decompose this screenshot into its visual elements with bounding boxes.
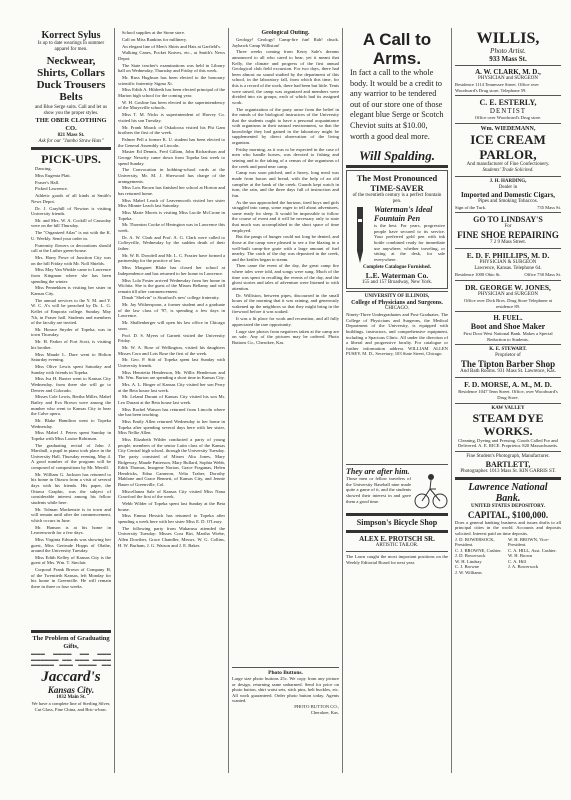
paragraph: Palmer Pell a former K. U. student has been elected to the General Assembly at Lincoln. [118,136,225,148]
paragraph: The following party from Wakarusa attended the University Tuesday: Misses Cora Birt, Martha Wiebe, Allen Dowther, Grace Chandler, Messrs. W. G. Collins, H. W. Burham, J. G. Watson and J. E. Baker. [118,525,225,548]
fuel-big: Boot and Shoe Maker [470,322,546,332]
paragraph: Fraser's Hall. [35,179,60,185]
harding-address: 735 Mass St. [537,204,561,210]
paragraph: W. H. Gosline has been elected to the superintendency of the Marysville schools. [118,99,225,111]
paragraph: Fraternity flowers or decorations should call at the Luther green-house. [31,242,111,254]
paragraph: Picked Lawrence. [35,186,68,192]
willis-title: WILLIS, [476,30,540,47]
paragraph: But the pangs of hunger could not long be denied, and those at the camp were pleased to see a fire blazing in a well-built camp-fire grate with a large amount of fuel nearby. The catch of the day was deposited in the creek, and the kettles began to steam. [232,234,339,262]
geological-outing-text [232,37,339,665]
timesaver-sub: of the twentieth century is a perfect fountain pen. [352,193,442,205]
divider [455,212,561,213]
stewart-title: K. E. STEWART. [489,347,527,353]
national-sub: UNITED STATES DEPOSITORY. [471,503,545,509]
paragraph: Mr. Russ Hughson has been elected to the honorary scientific fraternity Sigma Xi. [118,75,225,86]
paragraph: Three weeks coming from Kerry Sale's dreams announced to all who cared to hear, yet it meant that Kelly, the climate and progress of the first annual Geological club field excursion. For two days, there had been almost no sound studied by the department of this school, in the laboratory fall, from which this time, for this is a record of the work, there had been but little. Tents were raised, the camp was organized and members were divided into six groups, each of which had its assigned work. [232,49,339,105]
divider [346,291,448,292]
paragraph: Miss Maude L. Dare went to Holton Saturday evening. [31,351,111,363]
paragraph: Dr. A. W. Clark and Prof. A. G. Clark were called to Coffeyville, Wednesday by the sudden death of their father. [118,234,225,251]
paragraph: Mr. W. A. Rose of Wellington, visited his daughters Misses Cora and Lois Rose the first of the week. [118,344,225,356]
photo-buttons-city: Cherokee, Kas. [310,709,339,715]
willis-sub: Photo Artist. [490,47,526,55]
spalding-title: Will Spalding. [358,148,436,164]
stewart-big: The Tipton Barber Shop [460,359,556,370]
wiedemann-big: ICE CREAM PARLOR, [470,131,546,162]
harding-sub: Dealer in [498,184,518,190]
divider [455,123,561,124]
divider [455,95,561,96]
paragraph: Mrs. Harry Powe of Junction City was on the hill Friday with Mr. Noll Shields. [31,255,111,266]
divider [346,513,448,516]
paragraph: Miss Elizabeth Wilder conducted a party of young people, members of the senior Latin class of the Kansas City Central high school, through the University Tuesday. The party consisted of Misses Alta Jones, Mary Ridgeway, Maude Patterson, Mary Bullard, Sophia Webb, Edith Thomas, Imogene Norton, Grace Fraganas, Helen Hendricks, Edna Cameron, Velia Traber, Dorothy Mahlone and Grace Bennett, of Kansas City, and Jennie Bauer of Greenville, Col. [118,437,225,487]
esterly-sub: DENTIST [489,107,527,116]
paragraph: Miss Iva H. Baxter went to Kansas City Wednesday, from there she will go to Denver and Colorado. [31,376,111,393]
lindsay-title: GO TO LINDSAY'S [473,215,543,225]
director: W. H. Brown [508,553,533,559]
call-title: A Call to Arms. [362,30,432,68]
paragraph: Miss Olive Lewis spent Saturday and Sunday with friends in Topeka. [31,364,111,375]
waterman-title: Waterman's Ideal Fountain Pen [374,205,433,224]
column-4 [346,30,448,775]
ad-text: Is up to date wearings in summer apparel for men. [37,41,105,52]
paragraph: Camp was soon pitched, and a heavy, long meal was made from bacon and bread, with the help of an old campfire at the bank of the creek. Guards kept watch in turn, the rain, and the three days full of instruction and fun. [232,170,339,198]
illinois-text: Ninety-Three Undergraduates and Post-Graduates. The College of Physicians and Surgeons, the Medical Department of the University, is equipped with buildings, instructors, and comprehensive equipment, including a Spacious Clinic. All under the direction of a liberal and progressive faculty. For catalogue or further information address WILLIAM ALLEN PUSEY, M. D., Secretary, 103 State Street, Chicago. [346,312,448,357]
national-title: Lawrence National Bank. [468,481,548,504]
paragraph: Mr. Blake Hamilton went to Topeka Wednesday. [31,417,111,429]
waterman-text: is the best. For years, progressive people have secured to its service. Your preferred gold pen with ink bottle combined ready for immediate use anywhere, whether traveling, or sitting at the desk, for sale everywhere. [374,223,445,262]
ad-items: Neckwear, Shirts, Collars Duck Trousers Belts [36,55,106,103]
paragraph: Dr. Williston, between pipes, discoursed in the small hours of the morning that it was raining, and generously wakened up the neighbors so that they might bring in the firewood before it was soaked. [232,292,339,315]
jones-sub: PHYSICIAN and SURGEON [477,291,538,297]
paragraph: Mr. Jay Witherspoon, a former student and a graduate of the law class of '97, is spending a few days in Lawrence. [118,302,225,319]
after-title: They are after him. [346,467,410,477]
director: J. D. Bowersock [455,553,486,559]
paragraph: Mr. H. Parker of Fort Scott, is visiting his brother. [31,339,111,350]
divider [455,176,561,177]
director: C. A. Hill [508,558,526,564]
graduating-gifts-title: The Problem of Graduating Gifts, [32,635,110,650]
clark-title: A. W. CLARK, M. D., [475,68,541,76]
divider [455,65,561,66]
national-text: Does a general banking business and issues drafts to all principal cities in the world. Accounts and deposits solicited. Interest paid on time deposits. [455,519,561,536]
paragraph: Miss Eugenia Platt. [35,172,71,178]
clark-text: Residence 1114 Tennessee Street. Office over Woodward's Drug store, Telephone 59. [455,82,539,93]
column-1 [31,30,111,775]
paragraph: Then came the event of the day, the great camp fire where tales were told, and songs were sung. Much of the time was spent in recalling the events of the day, and the ghost stories and tales of adventure were listened to with attention. [232,263,339,291]
ad-headline: Korrect Sylus [41,30,101,41]
lindsay-text: 7 2 9 Mass Street. [490,240,526,246]
paragraph: Miss T. M. Nicks is superintendent of Harvey Co. visited his son Tuesday. [118,112,225,123]
harding-big: Imported and Domestic Cigars, [460,190,556,199]
paragraph: Mr. Tolman Mackenzie is in town and will remain until after the commencement, which occurs in June. [31,506,111,523]
valley-text: Cleaning, Dyeing and Pressing. Goods Called For and Delivered. A. E. RICE. Proprietor. 820 Massachusetts. [457,437,559,449]
divider [455,248,561,249]
fuel-text: First Door West National Bank. Makes a Special Reduction to Students. [463,331,553,342]
phillips-title: E. D. F. PHILLIPS, M. D. [466,251,550,261]
paragraph: Athletic goods of all kinds at Smith's News Depot. [31,193,111,204]
illinois-city: CHICAGO. [384,306,410,312]
divider [31,630,111,633]
paragraph: Corporal Frank Brown of Company H, of the Twentieth Kansas, left Monday for his home in Greenville. He will remain there in three or four weeks. [31,567,111,590]
paragraph: The State teacher's examinations was held in Library hall on Wednesday, Thursday and Friday of this week. [118,62,225,74]
column-2 [118,30,225,775]
officer: C. J. BROWNE, Cashier. [455,547,502,553]
phillips-residence: Residence 1000 Ohio St. [455,272,501,278]
pickups-text [31,166,111,628]
paragraph: Mr. William G. Jackson has returned to his home in Ottawa from a visit of several days with his friends. His paper, the Ottawa Graphic, was the subject of considerable interest among his fellow students while here. [31,471,111,505]
paragraph: Miss Lola Foster arrived Wednesday from her home in Wichita. She is the guest of the Misses Bellamy and will remain till after commencement. [118,277,225,294]
geological-outing-title: Geological Outing. [261,30,310,36]
call-to-arms-ad [346,30,448,142]
timesaver-title: The Most Pronounced TIME-SAVER [356,173,438,194]
paragraph: Mr. W. R. Dowdell and Mr. L. C. Frazier have formed a partnership for the practice of law. [118,252,225,264]
bartlett-big: BARTLETT, [485,459,531,469]
jaccards-city: Kansas City. [47,685,95,695]
paragraph: School supplies at the Stone store. [122,30,186,35]
divider [455,403,561,404]
protsch-title: ALEX E. PROTSCH SR. [359,535,435,544]
bartlett-title: Fine Student's Photograph, Manufacturer. [466,453,550,459]
divider [31,147,111,150]
divider [346,464,448,465]
jaccards-name: Jaccard's [41,669,101,685]
waterman-address: 155 and 157 Broadway, New York. [361,280,433,286]
paragraph: Prof. D. S. Myers of Garnett visited the University Friday. [118,332,225,344]
divider [346,530,448,533]
director: J. A. Bowersock [508,564,539,570]
paragraph: Dinah "Shelvin" is Stratford's new' college fraternity. [122,295,220,301]
illinois-sub: College of Physicians and Surgeons. [351,300,443,307]
column-rule [114,28,115,773]
column-5 [455,30,561,775]
clark-sub: PHYSICIAN and SURGEON [477,76,538,81]
paragraph: Miss Emily Allen returned Wednesday to her home in Topeka after spending several days here with her sister, Miss Nellie Allen. [118,419,225,436]
photo-buttons-text: Large size photo buttons 25c. We copy from any picture or design, returning same unharmed. Send for price on photo button, shirt waist sets, stick pins, belt buckles, etc. All work guaranteed. Order photo button today. Agents wanted. [232,676,339,704]
bicycle-rider-icon [414,467,448,511]
local-notes-text [118,30,225,548]
ad-text: and Blue Serge suits. Call and let us show you the proper styles. [34,105,108,116]
valley-title: KAW VALLEY [491,405,525,411]
ad-company: THE OBER CLOTHING CO. [35,117,107,132]
fountain-pen-icon [349,205,371,265]
paragraph: Miss Emma Hessick has returned to Topeka after spending a week here with her sister Miss E. D. O'Leary. [118,513,225,525]
paragraph: Call on Miss Rankins for millinery. [122,36,188,42]
paragraph: Miss Lois Brown has finished her school at Horton and has returned home. [118,185,225,196]
illinois-title: UNIVERSITY OF ILLINOIS, [364,294,430,300]
stewart-sub: Proprietor of [495,353,521,359]
wiedemann-title: Wm. WIEDEMANN, [480,125,536,132]
paragraph: Geology! Geology! Camp-fire fun! Rah! chuck. Jayhawk Camp Williston! [232,37,339,48]
protsch-text: The Lawn caught the most important positions on the Weekly Editorial Board for next year. [346,554,448,565]
waterman-catalog: Complete Catalogue Furnished. [363,265,431,271]
paragraph: Miss Rachel Watson has returned from Lincoln where she has been teaching. [118,406,225,418]
director: C. J. Browne [455,564,479,570]
divider [455,477,561,480]
photo-buttons-company: PHOTO BUTTON CO., [294,703,339,709]
paragraph: Miss Mabel J. Peters spent Sunday in Topeka with Miss Louise Robinson. [31,430,111,441]
paragraph: The organization of the party arose from the belief in the minds of the biological instructors of the University that the students ought to have a personal acquaintance with organisms in their natural environment, so that the knowledge they had gained in the laboratory might be supplemented by direct observation of the living organism. [232,106,339,146]
paragraph: The "Organized Atlas" is out with the K. U. Weekly. Send your order in. [31,230,111,241]
paragraph: Miss Marie Morris is visiting Miss Lucile McCrone in Topeka. [118,210,225,221]
paragraph: Miss Pennekken is visiting her sister in Kansas City. [31,285,111,296]
paragraph: Walking Canes, Pocket Knives, etc., at Smith's News Depot. [118,50,225,61]
harding-sign: Sign of the Turk. [455,204,487,210]
after-text: Those men or fellow travelers of the University Baseball nine made quite a game of it, and the students showed their interest in and gave them a good time. [346,476,411,504]
paragraph: Miss Edith Kelley of Kansas City is the guest of Mrs. Wm. T. Sinclair. [31,554,111,566]
paragraph: The Convocation in bobbing-school cards at the University, Mr. M. J. Sherwood has charge of the arrangements. [118,167,225,184]
paragraph: Master Ed Dennis, Fred Gillam, John Richardson and George Neswity came down from Topeka last week to spend Sunday. [118,149,225,166]
paragraph: Miss May Van Winkle came to Lawrence from Kingman where she has been spending the winter. [31,267,111,284]
phillips-text: Lawrence, Kansas. Telephone 64. [474,266,542,272]
paragraph: Webb Wilder of Topeka spent last Sunday at the Beta house. [118,501,225,512]
national-directors [455,553,561,575]
ad-address: 821 Mass St. [57,133,85,138]
officer: W. H. BROWN, Vice-President. [508,536,550,548]
paragraph: As the sun approached the horizon, tired boys and girls straggled into camp, some eager to tell about adventures, some ready for sleep. It would be impossible to follow the course of event and it will be necessary only to state that much was accomplished in the short space of time employed. [232,199,339,233]
paragraph: Dr. J. Grayhill of Newton is visiting University friends. [31,205,111,217]
pickups-title: PICK-UPS. [41,152,101,166]
esterly-title: C. E. ESTERLY, [479,98,537,108]
paragraph: Mrs. A. L. Binger of Kansas City visited her son Perry at the Beta house last week. [118,382,225,393]
paragraph: Mr. Thornton Cooke of Herington was in Lawrence this week. [118,222,225,233]
paragraph: Miss Mabel Leach of Leavenworth visited her sister Miss Minnie Leach last Saturday. [118,197,225,209]
lindsay-sub: For [504,224,512,230]
waterman-company: L.E. Waterman Co. [365,271,429,281]
paragraph: Dancing. [35,166,52,171]
photo-buttons-title: Photo Buttons. [268,670,303,676]
jaccards-ad [31,669,111,712]
jones-title: DR. GEORGE W. JONES, [465,282,551,292]
illinois-ad [346,294,448,462]
simpson-title: Simpson's Bicycle Shop [356,518,438,528]
divider [455,377,561,378]
harding-text: Pipes and Smoking Tobaccos. [478,198,538,204]
paragraph: Mr. Leland Durant of Kansas City visited his son Mr. Leo Durant at the Beta house last week. [118,394,225,406]
officer: C. A. HILL, Asst. Cashier. [508,547,557,553]
paragraph: Miss Henrietta Henderson, Mr. Willis Henderson and Mr. Wm. Burton are spending a short time in Kansas City. [118,369,225,381]
column-3 [232,30,339,775]
morse-title: F. D. MORSE, A. M., M. D. [464,380,552,390]
paragraph: Miss Margaret Blake has closed her school at Independence and has returned to her home in Lawrence. [118,265,225,276]
divider [232,667,339,668]
valley-big: STEAM DYE WORKS. [472,410,544,438]
national-capital: CAPITAL, $100,000. [467,509,549,520]
bartlett-text: Photographer. 1013 Mass St. KIN GARRIS ST. [460,468,556,474]
ober-clothing-ad [31,30,111,145]
phillips-office: Office 730 Mass St. [524,272,561,278]
paragraph: The graduating recital of John J. Marshall, a pupil in piano took place in the University Hall, Thursday evening, May 4. A good number of the program will be composed of compositions by Mr. Merrill. [31,442,111,471]
paragraph: Mr. Geo. P. Stitt of Topeka spent last Sunday with University friends. [118,357,225,368]
paragraph: Mr. and Mrs. W. A. Cockill of Cassoday were on the hill Thursday. [31,217,111,229]
divider [455,311,561,312]
protsch-sub: ARTISTIC TAILOR. [375,543,419,549]
paragraph: An elegant line of Men's Shirts and Hats at Garfield's. [122,43,222,49]
paragraph: Miscellanea Sale of Kansas City visited Miss Nana Crawford the first of the week. [118,488,225,500]
fuel-title: H. FUEL. [493,314,523,323]
paragraph: Friday morning, as it was to be expected in the case of men who handle horses, was devoted to fishing and seining and to the taking of a census of the organisms of the creek and pond near camp. [232,146,339,169]
jones-text: Office over Dick Bros. Drug Store Telephone at residence 89. [463,297,553,309]
stewart-text: And Bath Rooms. 931 Mass St. Lawrence, Kas. [460,369,556,375]
paragraph: Mr. Horace Snyder of Topeka, was in town Thursday. [31,326,111,338]
graduating-gifts-text: ▬▬▬ ▬▬▬▬ ▬▬ ▬▬▬ ▬▬▬▬▬▬ ▬▬ ▬▬▬ ▬▬▬▬ ▬▬▬▬▬ ▬▬▬ ▬▬▬▬ ▬▬ [31,651,111,668]
jaccards-address: 1032 Main St. [56,695,86,700]
morse-text: Residence 1047 Tenn Street. Office, over Woodward's Drug Store. [458,389,558,400]
divider [455,344,561,345]
director: W. H. Lindsay [455,558,482,564]
paragraph: Large size photos from negatives taken at the camp are on sale. Any of the pictures may be ordered. Photo Buttons Co., Cherokee, Kas. [232,328,339,345]
paragraph: Miss Edith A. Hildreth has been elected principal of the Marion high school for the coming year. [118,87,225,99]
willis-address: 933 Mass St. [489,55,527,63]
paragraph: Mr. Hanson is at his home in Leavenworth for a few days. [31,524,111,536]
ad-note: Ask for our "Jumbo Straw Hats" [38,139,104,144]
column-rule [342,28,343,773]
paragraph: Mr. Frank Moack of Oskaloosa visited his Phi Gam brothers the first of the week. [118,124,225,136]
officer: J. D. BOWERSOCK, President. [455,536,495,548]
paragraph: Miss Virginia Edwards was showing her guest, Miss Gertrude Hopps of Olathe, around the University Tuesday. [31,536,111,554]
harding-title: J. H. HARDING, [489,178,527,184]
divider [455,280,561,281]
jaccards-text: We have a complete line of Sterling Silver, Cut Glass, Fine China, and Bric-a-brac. [31,701,111,712]
lindsay-big: FINE SHOE REPAIRING [457,230,559,241]
divider [455,451,561,452]
divider [346,551,448,552]
wiedemann-text: Students' Trade Solicited. [482,167,534,173]
national-officers [455,537,561,554]
paragraph: Misses Cole Lewis, Bertha Miller, Mabel Bailey and Eva Brown were among the number who went to Kansas City to hear the Calve opera. [31,394,111,417]
paragraph: It was a fit place for work and recreation, and all fully appreciated the rare opportunity. [232,316,339,327]
wiedemann-sub: And manufacturer of Fine Confectionery. [466,161,550,167]
column-rule [451,28,452,773]
director: J. W. Williams [455,570,482,576]
column-rule [228,28,229,773]
paragraph: The annual services to the Y. M. and Y. W. C. A's will be preached by Dr. L. G. Kellet of Emporia college. Sunday. May 7th, in Fraser hall. Students and members of the faculty are invited. [31,297,111,326]
paragraph: Mr. Shallenberger will open his law office in Chicago soon. [118,320,225,331]
divider [346,165,448,168]
phillips-sub: PHYSICIAN & SURGEON [479,260,537,266]
esterly-text: Office over Woodward's Drug store. [474,115,542,121]
call-text: In fact a call to the whole body. It would be a credit to any warrior to be tendered out of our store one of those elegant blue Serge or Scotch Cheviot suits at $10.00, worth a good deal more. [350,68,444,141]
waterman-ad [346,170,448,289]
